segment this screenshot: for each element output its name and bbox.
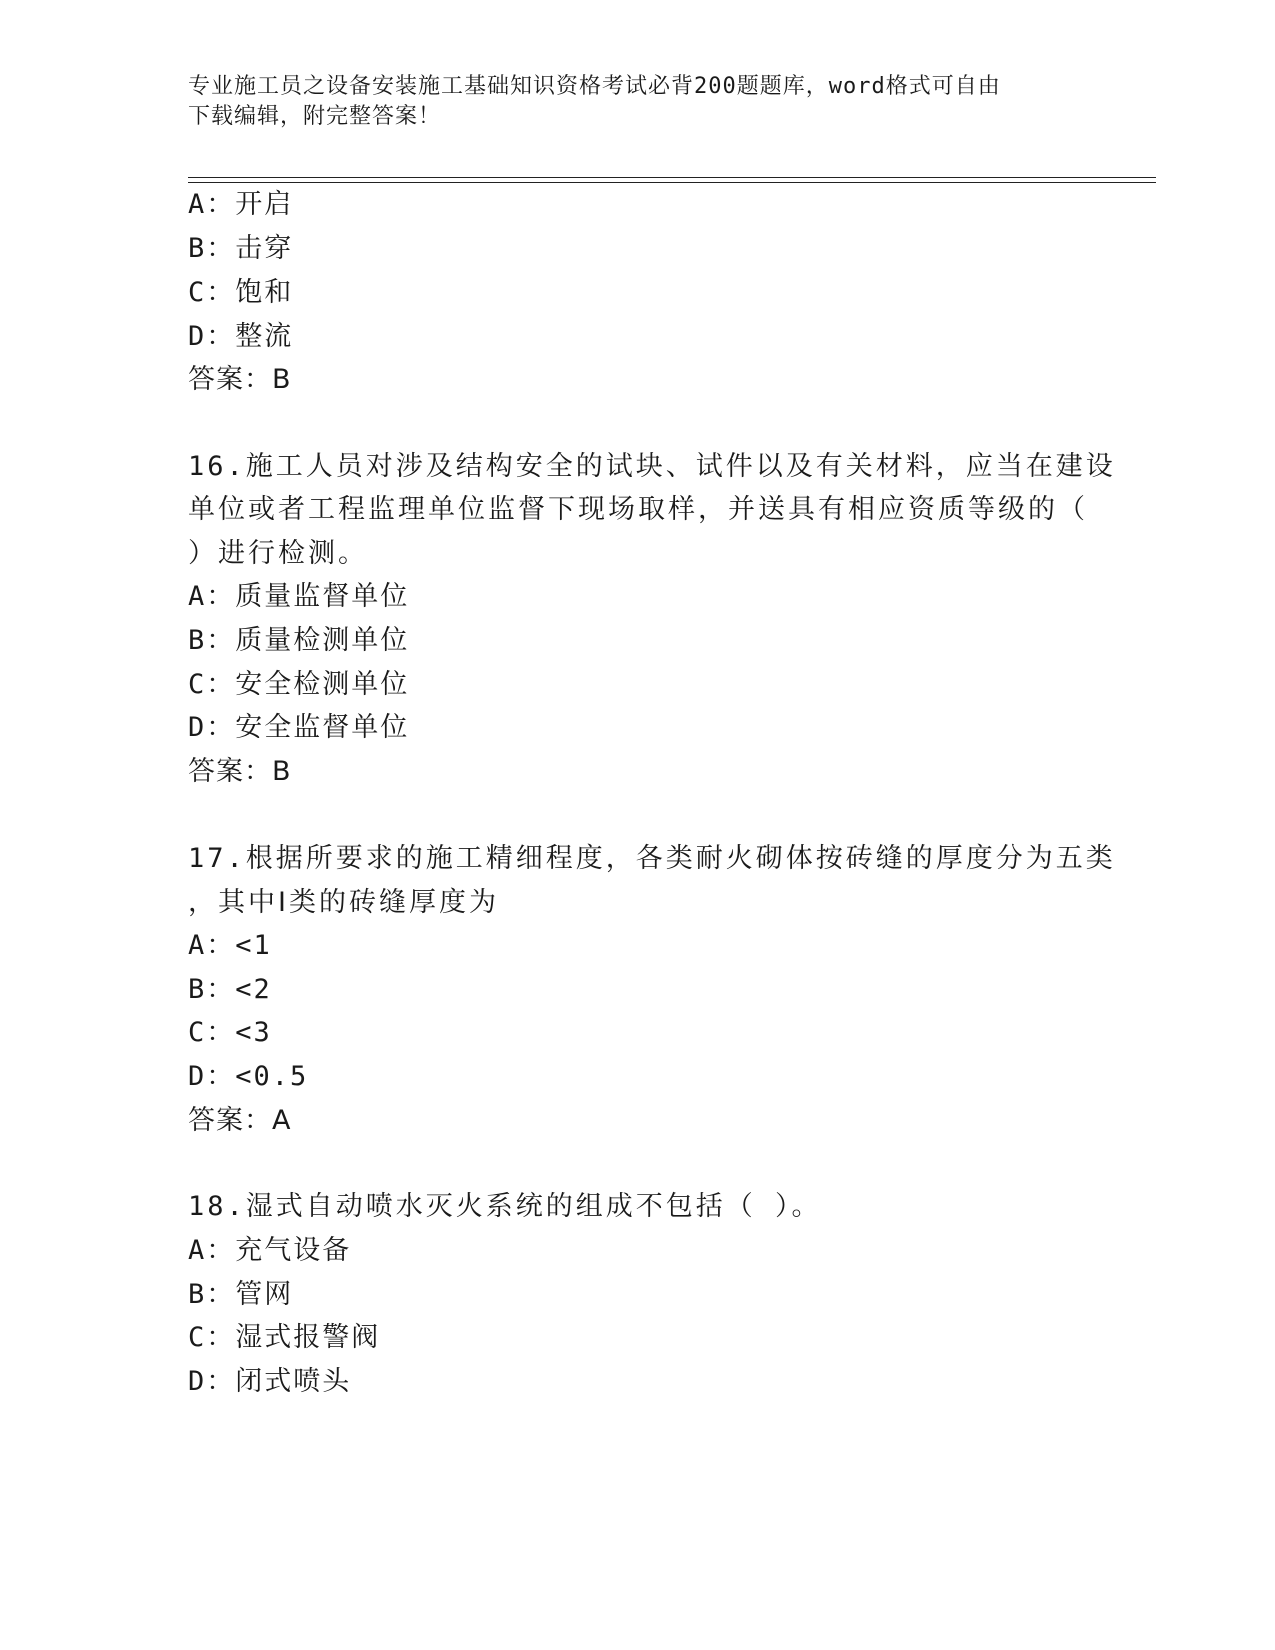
q16-option-a: A：质量监督单位 bbox=[188, 581, 410, 612]
q15-answer: 答案：B bbox=[188, 364, 292, 395]
header-divider-top bbox=[188, 177, 1156, 178]
q16-stem-line-3: ）进行检测。 bbox=[188, 538, 368, 569]
q16-option-c: C：安全检测单位 bbox=[188, 669, 410, 700]
q18-option-b: B：管网 bbox=[188, 1279, 294, 1310]
header-line-1: 专业施工员之设备安装施工基础知识资格考试必背200题题库，word格式可自由 bbox=[188, 74, 1001, 99]
q16-stem-line-1: 16.施工人员对涉及结构安全的试块、试件以及有关材料，应当在建设 bbox=[188, 451, 1116, 482]
header-line-2: 下载编辑，附完整答案！ bbox=[188, 104, 442, 129]
q15-option-c: C：饱和 bbox=[188, 277, 294, 308]
q15-option-b: B：击穿 bbox=[188, 233, 294, 264]
q18-option-a: A：充气设备 bbox=[188, 1235, 352, 1266]
q17-option-b: B：<2 bbox=[188, 974, 272, 1005]
document-header bbox=[188, 72, 1088, 132]
q15-option-d: D：整流 bbox=[188, 321, 294, 352]
header-divider-bottom bbox=[188, 182, 1156, 183]
q17-option-c: C：<3 bbox=[188, 1017, 272, 1048]
q17-stem-line-2: ，其中Ⅰ类的砖缝厚度为 bbox=[188, 887, 499, 918]
q16-option-d: D：安全监督单位 bbox=[188, 712, 410, 743]
q17-option-d: D：<0.5 bbox=[188, 1061, 309, 1092]
q16-stem-line-2: 单位或者工程监理单位监督下现场取样，并送具有相应资质等级的（ bbox=[188, 494, 1088, 525]
q16-answer: 答案：B bbox=[188, 756, 292, 787]
q18-option-c: C：湿式报警阀 bbox=[188, 1322, 381, 1353]
q18-option-d: D：闭式喷头 bbox=[188, 1366, 352, 1397]
q17-answer: 答案：A bbox=[188, 1105, 292, 1136]
q17-option-a: A：<1 bbox=[188, 930, 272, 961]
q15-option-a: A：开启 bbox=[188, 189, 294, 220]
q17-stem-line-1: 17.根据所要求的施工精细程度，各类耐火砌体按砖缝的厚度分为五类 bbox=[188, 843, 1116, 874]
q16-option-b: B：质量检测单位 bbox=[188, 625, 410, 656]
q18-stem-line-1: 18.湿式自动喷水灭火系统的组成不包括（ ）。 bbox=[188, 1191, 822, 1222]
